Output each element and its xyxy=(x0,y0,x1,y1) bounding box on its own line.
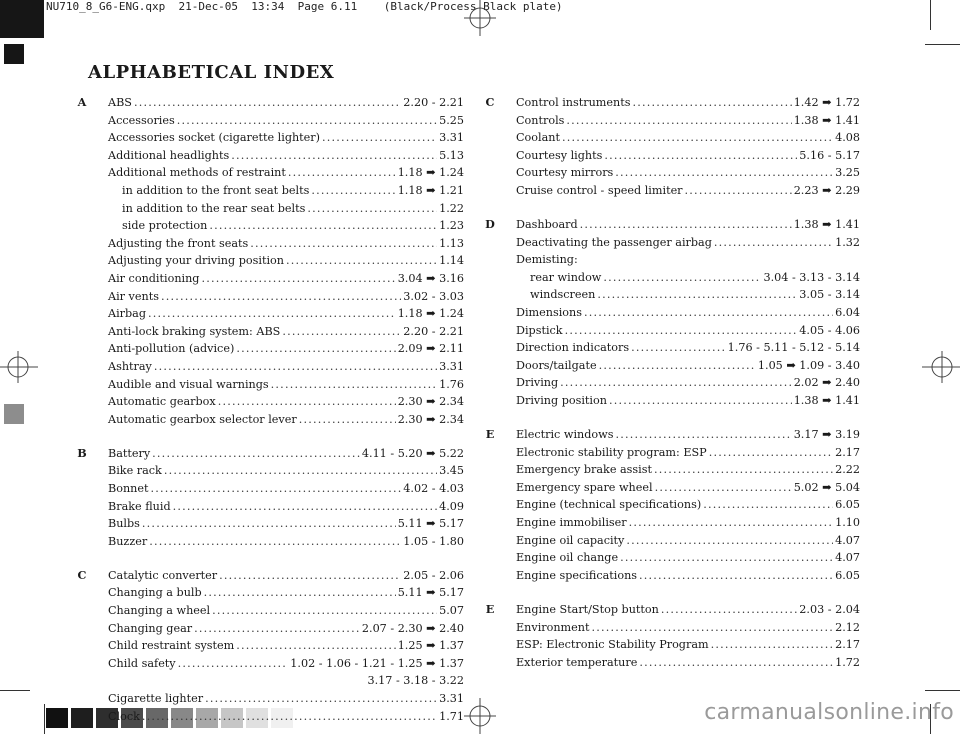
entry-pages: 3.31 xyxy=(439,131,464,145)
entry-pages: 1.76 - 5.11 - 5.12 - 5.14 xyxy=(727,341,860,355)
entry-label: Brake fluid xyxy=(108,499,171,513)
index-section-e xyxy=(480,426,860,584)
dot-leader xyxy=(286,252,437,270)
calibration-swatch xyxy=(46,708,68,728)
entry-label: Accessories xyxy=(108,113,175,127)
index-entry xyxy=(516,304,860,322)
dot-leader xyxy=(271,376,437,394)
dot-leader xyxy=(250,235,437,253)
index-entry xyxy=(516,514,860,532)
entry-label: Air vents xyxy=(108,289,159,303)
dot-leader xyxy=(562,129,833,147)
section-letter: E xyxy=(485,427,495,442)
index-section-b xyxy=(72,445,464,551)
entry-pages: 2.03 - 2.04 xyxy=(799,602,860,616)
index-entry xyxy=(108,182,464,200)
entry-pages: 2.22 xyxy=(835,463,860,477)
entry-pages: 4.11 - 5.20 ➡ 5.22 xyxy=(361,446,464,460)
index-entry xyxy=(108,129,464,147)
dot-leader xyxy=(148,305,396,323)
index-entry xyxy=(516,94,860,112)
entry-label: Anti-lock braking system: ABS xyxy=(108,324,281,338)
dot-leader xyxy=(218,393,396,411)
dot-leader xyxy=(629,514,833,532)
entry-pages: 2.30 ➡ 2.34 xyxy=(397,412,464,426)
index-entry xyxy=(516,461,860,479)
index-entry xyxy=(516,444,860,462)
entry-label: Coolant xyxy=(516,131,560,145)
entry-pages: 4.02 - 4.03 xyxy=(403,481,464,495)
dot-leader xyxy=(709,444,833,462)
entry-label: Control instruments xyxy=(516,96,631,109)
dot-leader xyxy=(620,549,833,567)
crop-mark xyxy=(930,0,931,30)
index-entry xyxy=(516,496,860,514)
entry-label: Exterior temperature xyxy=(516,655,638,669)
entry-pages: 5.07 xyxy=(439,604,464,618)
dot-leader xyxy=(322,129,437,147)
entry-pages: 3.31 xyxy=(439,359,464,373)
entry-pages: 1.38 ➡ 1.41 xyxy=(793,394,860,407)
entry-pages: 3.04 - 3.13 - 3.14 xyxy=(763,270,860,284)
index-entry xyxy=(516,164,860,182)
index-entry xyxy=(516,269,860,287)
entry-label: Engine immobiliser xyxy=(516,516,627,530)
index-entry xyxy=(516,182,860,200)
dot-leader xyxy=(311,182,395,200)
registration-block-gray xyxy=(4,404,24,424)
entry-label: Dipstick xyxy=(516,323,563,337)
index-entry xyxy=(516,636,860,654)
entry-label: Bulbs xyxy=(108,517,140,531)
dot-leader xyxy=(201,270,395,288)
index-entry xyxy=(516,251,860,269)
dot-leader xyxy=(631,339,726,357)
index-entry xyxy=(108,252,464,270)
index-entry xyxy=(108,235,464,253)
index-entry xyxy=(516,392,860,410)
entry-label: Changing gear xyxy=(108,621,193,635)
index-entry xyxy=(516,567,860,585)
index-entry xyxy=(516,532,860,550)
entry-label: Changing a bulb xyxy=(108,586,202,600)
entry-label: Cruise control - speed limiter xyxy=(516,183,683,197)
index-entry xyxy=(516,619,860,637)
dot-leader xyxy=(150,480,401,498)
entry-label: Driving xyxy=(516,376,559,390)
entry-pages: 5.11 ➡ 5.17 xyxy=(397,586,464,600)
entry-label: side protection xyxy=(122,219,208,233)
watermark: carmanualsonline.info xyxy=(704,700,954,725)
entry-label: in addition to the front seat belts xyxy=(122,183,310,197)
entry-label: Courtesy lights xyxy=(516,148,603,162)
index-entry xyxy=(516,339,860,357)
entry-pages: 1.38 ➡ 1.41 xyxy=(793,218,860,232)
entry-pages: 1.22 xyxy=(439,201,464,215)
section-letter: B xyxy=(77,445,87,460)
index-entry xyxy=(516,654,860,672)
entry-pages: 2.17 xyxy=(835,638,860,652)
index-entry xyxy=(108,480,464,498)
dot-leader xyxy=(597,286,797,304)
entry-label: Air conditioning xyxy=(108,271,200,285)
index-entry xyxy=(516,286,860,304)
dot-leader xyxy=(219,567,401,585)
index-entry xyxy=(108,112,464,130)
dot-leader xyxy=(177,112,437,130)
entry-pages: 1.25 ➡ 1.37 xyxy=(397,639,464,653)
entry-pages: 2.23 ➡ 2.29 xyxy=(793,183,860,197)
entry-pages: 2.12 xyxy=(835,620,860,634)
entry-label: Anti-pollution (advice) xyxy=(108,342,235,356)
index-entry xyxy=(108,393,464,411)
entry-label: Automatic gearbox xyxy=(108,395,216,409)
dot-leader xyxy=(178,655,289,673)
entry-pages: 1.18 ➡ 1.21 xyxy=(397,183,464,197)
entry-pages: 5.11 ➡ 5.17 xyxy=(397,517,464,531)
index-entry xyxy=(516,322,860,340)
index-entry xyxy=(108,462,464,480)
dot-leader xyxy=(603,269,761,287)
entry-label: Engine specifications xyxy=(516,568,638,582)
entry-label: Engine (technical specifications) xyxy=(516,498,702,512)
entry-pages: 5.02 ➡ 5.04 xyxy=(793,480,860,494)
entry-pages: 6.05 xyxy=(835,498,860,512)
dot-leader xyxy=(685,182,792,200)
entry-pages: 2.17 xyxy=(835,445,860,459)
entry-label: Clock xyxy=(108,709,140,723)
entry-label: Child restraint system xyxy=(108,639,235,653)
entry-pages-continued: 3.17 - 3.18 - 3.22 xyxy=(367,674,464,688)
dot-leader xyxy=(282,323,401,341)
index-entry xyxy=(108,94,464,112)
index-entry xyxy=(108,515,464,533)
registration-crosshair-bottom xyxy=(458,692,502,734)
entry-pages: 2.09 ➡ 2.11 xyxy=(397,342,464,356)
print-header: NU710_8_G6-ENG.qxp 21-Dec-05 13:34 Page 6.11 (Black/Process Black plate) xyxy=(46,0,563,13)
dot-leader xyxy=(299,411,396,429)
dot-leader xyxy=(142,708,437,726)
index-entry xyxy=(516,129,860,147)
entry-label: Audible and visual warnings xyxy=(108,377,269,391)
entry-label: Driving position xyxy=(516,394,607,407)
index-entry xyxy=(516,426,860,444)
dot-leader xyxy=(711,636,833,654)
index-entry xyxy=(108,620,464,638)
dot-leader xyxy=(307,200,437,218)
dot-leader xyxy=(632,94,791,112)
entry-label: Electric windows xyxy=(516,428,614,442)
index-entry xyxy=(516,374,860,392)
entry-pages: 3.31 xyxy=(439,692,464,705)
entry-pages: 3.04 ➡ 3.16 xyxy=(397,271,464,285)
dot-leader xyxy=(615,164,833,182)
index-entry xyxy=(108,323,464,341)
dot-leader xyxy=(565,322,798,340)
registration-block-top xyxy=(0,0,44,38)
entry-pages: 1.72 xyxy=(835,655,860,669)
dot-leader xyxy=(231,147,437,165)
entry-label: Courtesy mirrors xyxy=(516,166,614,180)
dot-leader xyxy=(173,498,437,516)
dot-leader xyxy=(655,479,792,497)
entry-pages: 1.42 ➡ 1.72 xyxy=(793,96,860,109)
dot-leader xyxy=(566,112,791,130)
crop-mark xyxy=(925,44,960,45)
entry-label: Engine oil capacity xyxy=(516,533,625,547)
index-entry xyxy=(108,655,464,673)
dot-leader xyxy=(661,601,797,619)
index-entry xyxy=(108,217,464,235)
entry-pages: 5.16 - 5.17 xyxy=(799,148,860,162)
crop-mark xyxy=(925,690,960,691)
index-section-c xyxy=(480,94,860,200)
entry-pages: 1.76 xyxy=(439,377,464,391)
entry-pages: 2.20 - 2.21 xyxy=(403,324,464,338)
index-entry xyxy=(516,601,860,619)
dot-leader xyxy=(236,637,395,655)
index-entry xyxy=(516,479,860,497)
index-entry xyxy=(108,602,464,620)
dot-leader xyxy=(654,461,833,479)
index-section-d xyxy=(480,216,860,410)
entry-label: Deactivating the passenger airbag xyxy=(516,235,712,249)
dot-leader xyxy=(164,462,437,480)
entry-label: Bike rack xyxy=(108,464,162,478)
dot-leader xyxy=(639,567,833,585)
section-letter: E xyxy=(485,601,495,616)
crop-mark xyxy=(44,704,45,734)
index-entry xyxy=(108,147,464,165)
entry-pages: 3.02 - 3.03 xyxy=(403,289,464,303)
entry-pages: 3.17 ➡ 3.19 xyxy=(793,428,860,442)
entry-label: Additional headlights xyxy=(108,148,230,162)
dot-leader xyxy=(236,340,395,358)
index-column-left xyxy=(72,94,464,734)
page-title: ALPHABETICAL INDEX xyxy=(88,62,335,83)
entry-label: Accessories socket (cigarette lighter) xyxy=(108,131,321,145)
entry-label: Doors/tailgate xyxy=(516,358,597,372)
entry-pages: 1.23 xyxy=(439,219,464,233)
dot-leader xyxy=(639,654,833,672)
entry-pages: 4.07 xyxy=(835,533,860,547)
dot-leader xyxy=(599,357,756,375)
index-section-a xyxy=(72,94,464,428)
entry-label: in addition to the rear seat belts xyxy=(122,201,306,215)
entry-label: Demisting: xyxy=(516,253,578,267)
dot-leader xyxy=(134,94,401,112)
dot-leader xyxy=(154,358,437,376)
index-entry xyxy=(108,358,464,376)
entry-label: Catalytic converter xyxy=(108,568,218,582)
index-section-c xyxy=(72,567,464,725)
entry-label: Dimensions xyxy=(516,306,582,320)
entry-pages: 6.05 xyxy=(835,568,860,582)
crop-mark xyxy=(0,690,30,691)
registration-crosshair-top xyxy=(458,0,502,44)
dot-leader xyxy=(703,496,833,514)
dot-leader xyxy=(592,619,834,637)
entry-label: rear window xyxy=(530,270,602,284)
entry-pages: 1.13 xyxy=(439,236,464,250)
index-entry xyxy=(108,164,464,182)
index-entry xyxy=(108,445,464,463)
entry-label: Ashtray xyxy=(108,359,152,373)
index-section-e xyxy=(480,601,860,671)
entry-label: Airbag xyxy=(108,307,146,321)
index-entry xyxy=(516,549,860,567)
index-entry xyxy=(516,234,860,252)
index-entry xyxy=(108,498,464,516)
dot-leader xyxy=(288,164,396,182)
index-entry xyxy=(108,533,464,551)
entry-pages: 3.25 xyxy=(835,166,860,180)
entry-label: Changing a wheel xyxy=(108,604,211,618)
dot-leader xyxy=(615,426,791,444)
entry-pages: 4.07 xyxy=(835,551,860,565)
entry-pages: 2.02 ➡ 2.40 xyxy=(793,376,860,390)
entry-pages: 1.05 ➡ 1.09 - 3.40 xyxy=(757,358,860,372)
entry-label: Adjusting your driving position xyxy=(108,254,284,268)
section-letter: A xyxy=(77,95,87,109)
entry-label: windscreen xyxy=(530,288,596,302)
index-entry xyxy=(108,288,464,306)
dot-leader xyxy=(609,392,792,410)
section-letter: C xyxy=(485,95,495,109)
dot-leader xyxy=(626,532,833,550)
entry-label: Automatic gearbox selector lever xyxy=(108,412,297,426)
dot-leader xyxy=(204,584,396,602)
index-entry xyxy=(516,216,860,234)
dot-leader xyxy=(142,515,396,533)
index-entry xyxy=(516,112,860,130)
entry-label: Electronic stability program: ESP xyxy=(516,445,707,459)
index-entry xyxy=(108,340,464,358)
entry-pages: 1.10 xyxy=(835,516,860,530)
dot-leader xyxy=(714,234,833,252)
index-entry xyxy=(108,708,464,726)
entry-pages: 5.25 xyxy=(439,113,464,127)
entry-pages: 2.30 ➡ 2.34 xyxy=(397,395,464,409)
entry-label: Adjusting the front seats xyxy=(108,236,249,250)
entry-pages: 1.02 - 1.06 - 1.21 - 1.25 ➡ 1.37 xyxy=(290,656,464,670)
index-entry xyxy=(108,305,464,323)
entry-pages: 3.05 - 3.14 xyxy=(799,288,860,302)
entry-pages: 1.18 ➡ 1.24 xyxy=(397,307,464,321)
entry-label: Additional methods of restraint xyxy=(108,166,286,180)
entry-pages: 1.71 xyxy=(439,709,464,723)
dot-leader xyxy=(560,374,792,392)
entry-label: Bonnet xyxy=(108,481,149,495)
section-letter: C xyxy=(77,567,87,582)
index-entry xyxy=(516,357,860,375)
index-entry xyxy=(108,270,464,288)
dot-leader xyxy=(209,217,437,235)
dot-leader xyxy=(194,620,360,638)
entry-pages: 4.05 - 4.06 xyxy=(799,323,860,337)
entry-pages: 1.14 xyxy=(439,254,464,268)
entry-label: Controls xyxy=(516,113,565,127)
index-column-right xyxy=(480,94,860,688)
index-entry xyxy=(516,147,860,165)
entry-label: Emergency spare wheel xyxy=(516,480,653,494)
index-entry xyxy=(108,411,464,429)
index-entry xyxy=(108,690,464,708)
entry-label: ESP: Electronic Stability Program xyxy=(516,638,709,652)
entry-label: ABS xyxy=(108,96,132,109)
dot-leader xyxy=(580,216,792,234)
entry-pages: 2.05 - 2.06 xyxy=(403,568,464,582)
registration-crosshair-left xyxy=(0,345,42,389)
registration-block-small xyxy=(4,44,24,64)
entry-label: Direction indicators xyxy=(516,341,630,355)
dot-leader xyxy=(149,533,401,551)
entry-label: Dashboard xyxy=(516,218,578,232)
entry-pages: 3.45 xyxy=(439,464,464,478)
dot-leader xyxy=(584,304,833,322)
entry-pages: 6.04 xyxy=(835,306,860,320)
entry-label: Cigarette lighter xyxy=(108,692,204,705)
entry-label: Emergency brake assist xyxy=(516,463,652,477)
index-entry xyxy=(108,376,464,394)
entry-label: Engine Start/Stop button xyxy=(516,602,659,616)
entry-pages: 4.08 xyxy=(835,131,860,145)
entry-pages: 1.05 - 1.80 xyxy=(403,534,464,548)
entry-pages: 5.13 xyxy=(439,148,464,162)
entry-pages: 2.20 - 2.21 xyxy=(403,96,464,109)
registration-crosshair-right xyxy=(918,345,960,389)
index-entry xyxy=(108,637,464,655)
entry-label: Environment xyxy=(516,620,590,634)
entry-pages: 1.38 ➡ 1.41 xyxy=(793,113,860,127)
entry-pages: 2.07 - 2.30 ➡ 2.40 xyxy=(361,621,464,635)
dot-leader xyxy=(205,690,437,708)
index-entry xyxy=(108,200,464,218)
entry-label: Buzzer xyxy=(108,534,148,548)
index-entry xyxy=(108,567,464,585)
entry-pages: 4.09 xyxy=(439,499,464,513)
section-letter: D xyxy=(485,217,495,232)
dot-leader xyxy=(161,288,401,306)
entry-label: Engine oil change xyxy=(516,551,619,565)
dot-leader xyxy=(212,602,437,620)
entry-pages: 1.32 xyxy=(835,235,860,249)
entry-label: Battery xyxy=(108,446,151,460)
entry-label: Child safety xyxy=(108,656,176,670)
dot-leader xyxy=(152,445,360,463)
index-entry xyxy=(108,584,464,602)
entry-pages: 1.18 ➡ 1.24 xyxy=(397,166,464,180)
dot-leader xyxy=(604,147,797,165)
